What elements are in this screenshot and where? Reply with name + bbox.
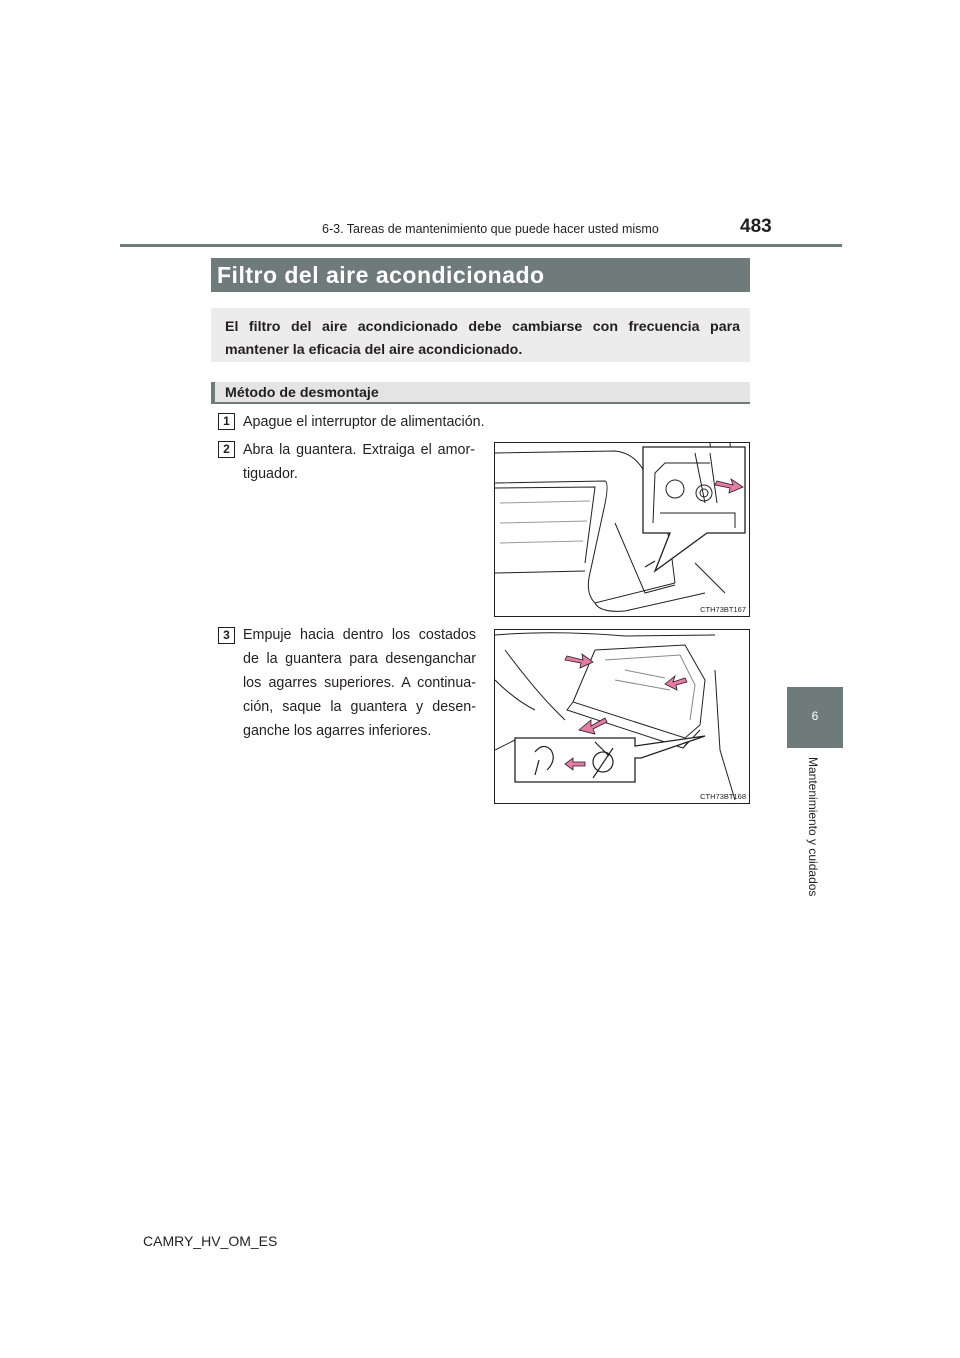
chapter-number: 6: [811, 709, 819, 723]
glovebox-damper-illustration: [495, 443, 749, 616]
step-number-1: 1: [218, 413, 235, 430]
figure-code: CTH73BT168: [700, 792, 746, 801]
step-text-1: Apague el interruptor de alimentación.: [243, 414, 485, 430]
subsection-title: Método de desmontaje: [225, 385, 379, 401]
chapter-label-text: Mantenimiento y cuidados: [806, 757, 820, 897]
footer-code: CAMRY_HV_OM_ES: [143, 1233, 278, 1249]
glovebox-removal-illustration: [495, 630, 749, 803]
section-title: Filtro del aire acondicionado: [211, 258, 750, 292]
step-number-2: 2: [218, 441, 235, 458]
figure-code: CTH73BT167: [700, 605, 746, 614]
figure-glovebox-damper: [494, 442, 750, 617]
running-header: 6-3. Tareas de mantenimiento que puede hacer usted mismo: [322, 222, 659, 236]
step-text-2: Abra la guantera. Extraiga el amor-tiguador.: [243, 442, 475, 482]
step-text-3: Empuje hacia dentro los costados de la guantera para desenganchar los agarres superiores. A continua-ción, saque la guantera y desen-ganche los agarres inferiores.: [243, 627, 476, 739]
figure-glovebox-removal: [494, 629, 750, 804]
page-number: 483: [740, 216, 772, 237]
intro-box: [211, 308, 750, 362]
intro-text: El filtro del aire acondicionado debe cambiarse con frecuencia para mantener la eficacia del aire acondicionado.: [225, 319, 740, 358]
subsection-heading: [211, 382, 750, 404]
chapter-label: [806, 757, 820, 917]
step-number-3: 3: [218, 627, 235, 644]
header-rule: [120, 244, 842, 247]
